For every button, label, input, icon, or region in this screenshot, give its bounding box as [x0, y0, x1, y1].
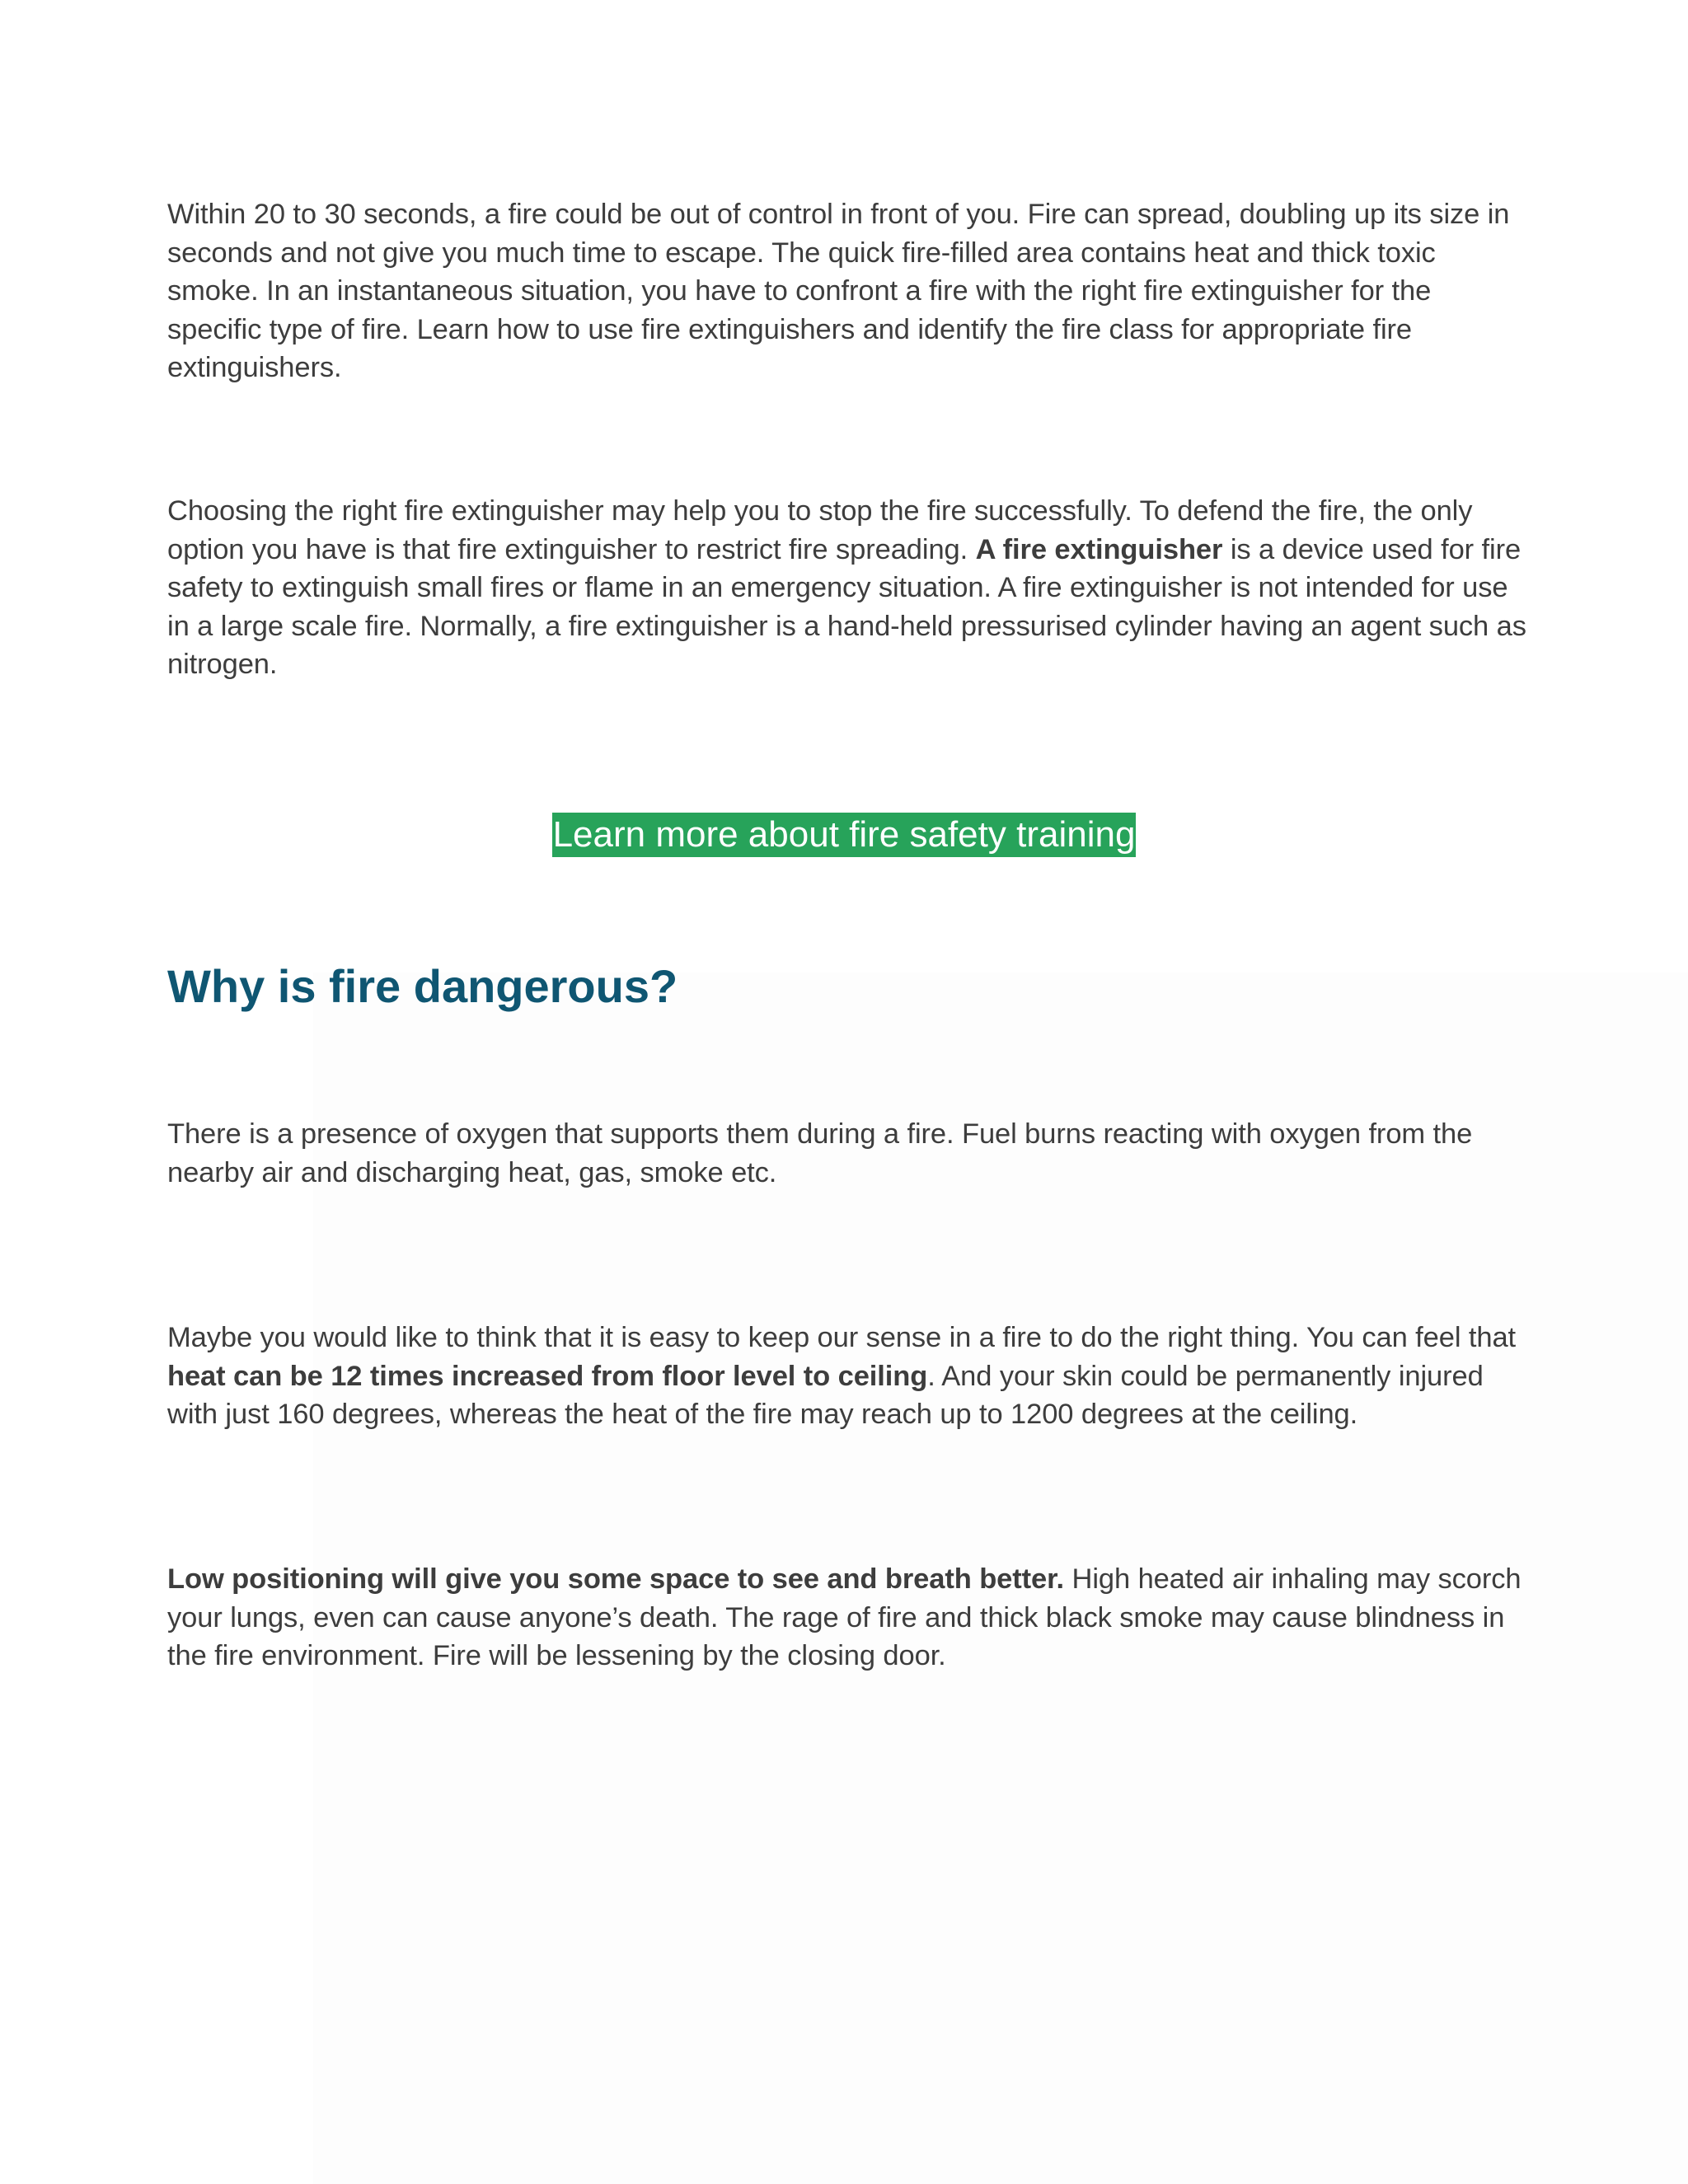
extinguisher-paragraph: [167, 492, 1527, 684]
extinguisher-text-start: Choosing the right fire extinguisher may help you to stop the fire successfully. To defend the fire, the only option you have is that fire extinguisher to restrict fire spreading.: [167, 495, 1473, 565]
heat-text-start: Maybe you would like to think that it is easy to keep our sense in a fire to do the right thing. You can feel that: [167, 1322, 1517, 1353]
heat-bold-fact: heat can be 12 times increased from floor level to ceiling: [167, 1360, 928, 1392]
intro-paragraph: Within 20 to 30 seconds, a fire could be out of control in front of you. Fire can spread, doubling up its size in seconds and not give you much time to escape. The quick fire-filled area contains heat and thick toxic smoke. In an instantaneous situation, you have to confront a fire with the right fire extinguisher for the specific type of fire. Learn how to use fire extinguishers and identify the fire class for appropriate fire extinguishers.: [167, 199, 1510, 383]
fire-safety-training-link[interactable]: Learn more about fire safety training: [552, 813, 1137, 857]
cta-container: [0, 813, 1688, 857]
positioning-text-end: High heated air inhaling may scorch your lungs, even can cause anyone’s death. The rage of fire and thick black smoke may cause blindness in the fire environment. Fire will be lessening by the closing door.: [167, 1563, 1522, 1671]
heat-paragraph: [167, 1319, 1527, 1434]
extinguisher-bold-term: A fire extinguisher: [975, 533, 1223, 565]
extinguisher-text-end: is a device used for fire safety to extinguish small fires or flame in an emergency situation. A fire extinguisher is not intended for use in a large scale fire. Normally, a fire extinguisher is a hand-held pressurised cylinder having an agent such as nitrogen.: [167, 533, 1526, 680]
positioning-bold-tip: Low positioning will give you some space to see and breath better.: [167, 1563, 1065, 1595]
positioning-paragraph: [167, 1560, 1527, 1675]
section-heading: Why is fire dangerous?: [167, 960, 678, 1012]
oxygen-paragraph: There is a presence of oxygen that supports them during a fire. Fuel burns reacting with oxygen from the nearby air and discharging heat, gas, smoke etc.: [167, 1118, 1473, 1188]
heat-text-end: . And your skin could be permanently injured with just 160 degrees, whereas the heat of the fire may reach up to 1200 degrees at the ceiling.: [167, 1360, 1484, 1430]
